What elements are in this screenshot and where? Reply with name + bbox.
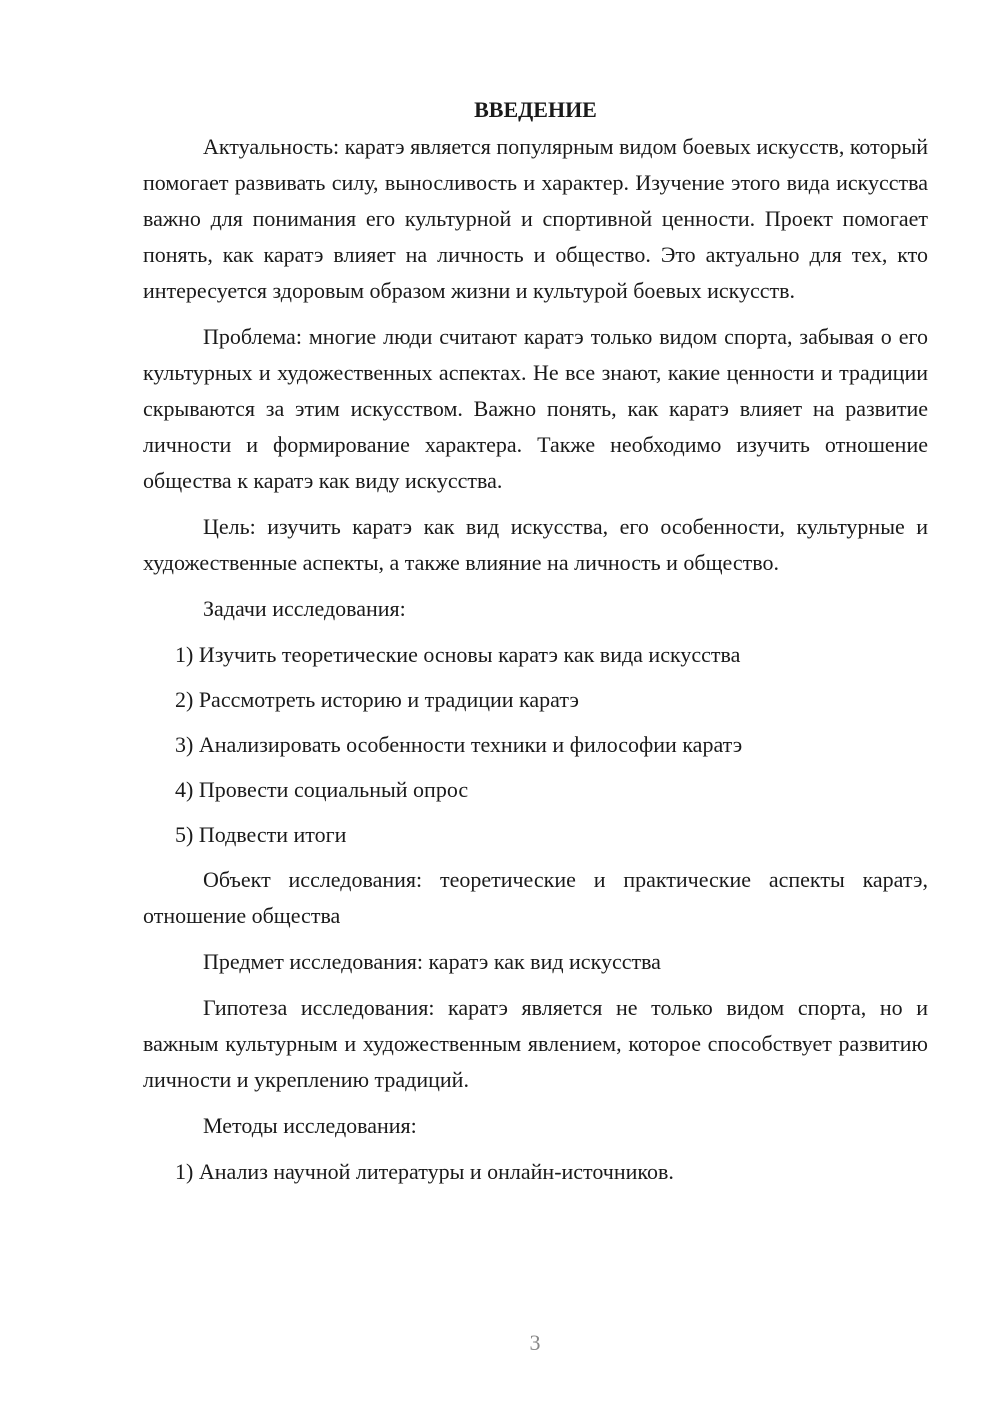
subject-paragraph: Предмет исследования: каратэ как вид искусства	[203, 949, 661, 974]
page-title: ВВЕДЕНИЕ	[474, 97, 597, 122]
object-paragraph: Объект исследования: теоретические и практические аспекты каратэ, отношение общества	[143, 867, 928, 928]
methods-heading: Методы исследования:	[203, 1113, 417, 1138]
document-page	[143, 92, 928, 1199]
list-item: 5) Подвести итоги	[175, 822, 347, 847]
page-number: 3	[529, 1330, 541, 1355]
problem-paragraph: Проблема: многие люди считают каратэ только видом спорта, забывая о его культурных и художественных аспектах. Не все знают, какие ценности и традиции скрываются за этим искусством. Важно понять, как каратэ влияет на развитие личности и формирование характера. Также необходимо изучить отношение общества к каратэ как виду искусства.	[143, 324, 928, 493]
list-item: 3) Анализировать особенности техники и философии каратэ	[175, 732, 743, 757]
tasks-heading: Задачи исследования:	[203, 596, 406, 621]
hypothesis-paragraph: Гипотеза исследования: каратэ является не только видом спорта, но и важным культурным и художественным явлением, которое способствует развитию личности и укреплению традиций.	[143, 995, 928, 1092]
methods-list	[143, 1154, 928, 1190]
relevance-paragraph: Актуальность: каратэ является популярным видом боевых искусств, который помогает развивать силу, выносливость и характер. Изучение этого вида искусства важно для понимания его культурной и спортивной ценности. Проект помогает понять, как каратэ влияет на личность и общество. Это актуально для тех, кто интересуется здоровым образом жизни и культурой боевых искусств.	[143, 134, 928, 303]
list-item: 1) Анализ научной литературы и онлайн-источников.	[175, 1159, 674, 1184]
goal-paragraph: Цель: изучить каратэ как вид искусства, его особенности, культурные и художественные аспекты, а также влияние на личность и общество.	[143, 514, 928, 575]
list-item: 4) Провести социальный опрос	[175, 777, 469, 802]
list-item: 2) Рассмотреть историю и традиции каратэ	[175, 687, 579, 712]
list-item: 1) Изучить теоретические основы каратэ как вида искусства	[175, 642, 741, 667]
tasks-list	[143, 637, 928, 853]
